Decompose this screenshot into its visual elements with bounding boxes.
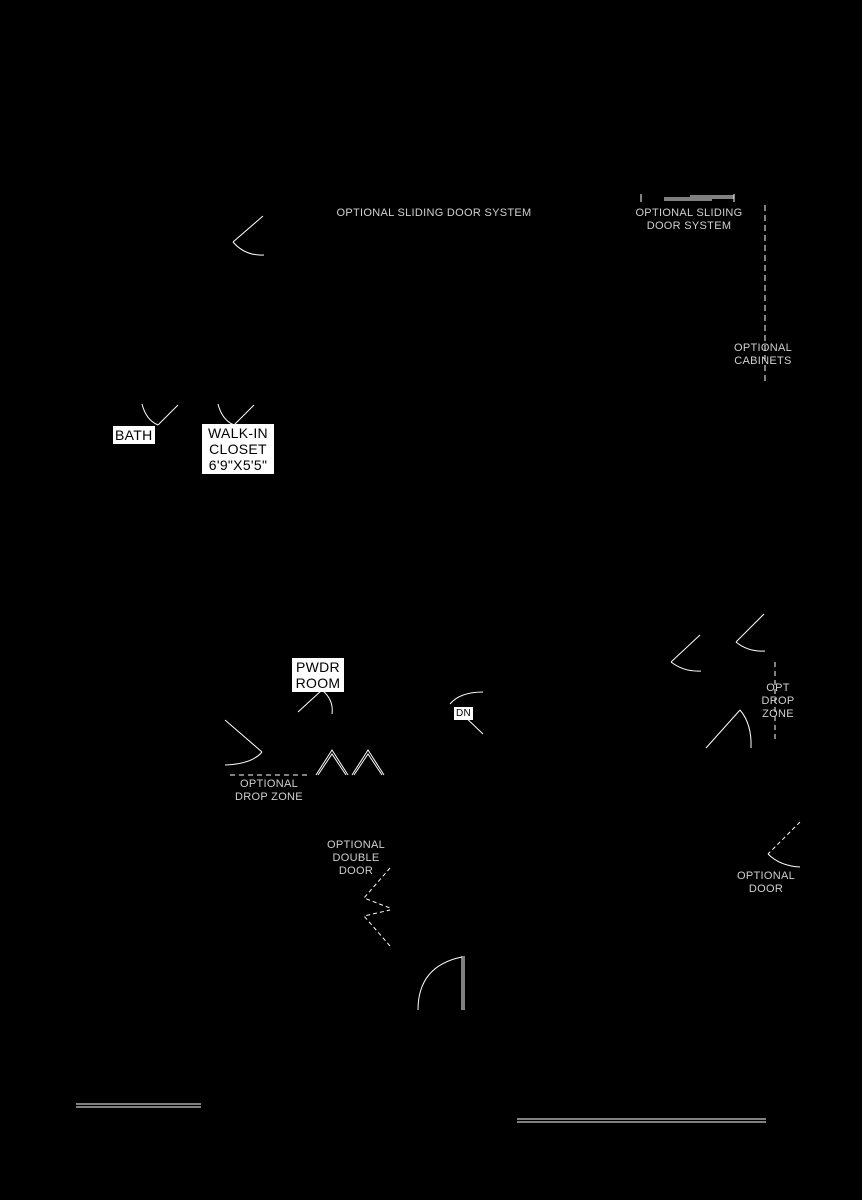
double-door-dashed [364,868,390,946]
door-swing-bath [142,404,178,425]
label-optional-drop-zone: OPTIONAL DROP ZONE [235,778,303,803]
room-label-bath: BATH [115,427,153,443]
label-sliding-door-system: OPTIONAL SLIDING DOOR SYSTEM [336,207,532,219]
label-optional-door: OPTIONAL DOOR [736,870,796,895]
door-swing-closet [218,404,254,425]
door-swing-right-mid [671,635,701,671]
room-label-powder-room: PWDR ROOM [292,658,344,692]
door-swing-right-lower [706,710,751,748]
label-optional-cabinets: OPTIONAL CABINETS [733,342,793,367]
bifold-door [316,750,384,775]
wall-bottom-left [76,1104,201,1107]
room-label-walk-in-closet: WALK-IN CLOSET 6'9"X5'5" [202,424,274,474]
optional-door-right [768,822,800,867]
door-swing-bedroom [233,216,264,255]
label-sliding-door-system-right: OPTIONAL SLIDING DOOR SYSTEM [635,207,743,232]
wall-bottom-right [517,1119,766,1122]
door-swing-drop-zone [225,720,308,775]
stairs-down-label: DN [456,708,472,719]
door-swing-powder [298,690,332,714]
door-swing-right-upper [736,614,765,651]
label-opt-drop-zone: OPT DROP ZONE [761,682,795,720]
sliding-door-right [641,194,734,202]
label-optional-double-door: OPTIONAL DOUBLE DOOR [326,839,386,877]
door-swing-entry [418,956,464,1010]
